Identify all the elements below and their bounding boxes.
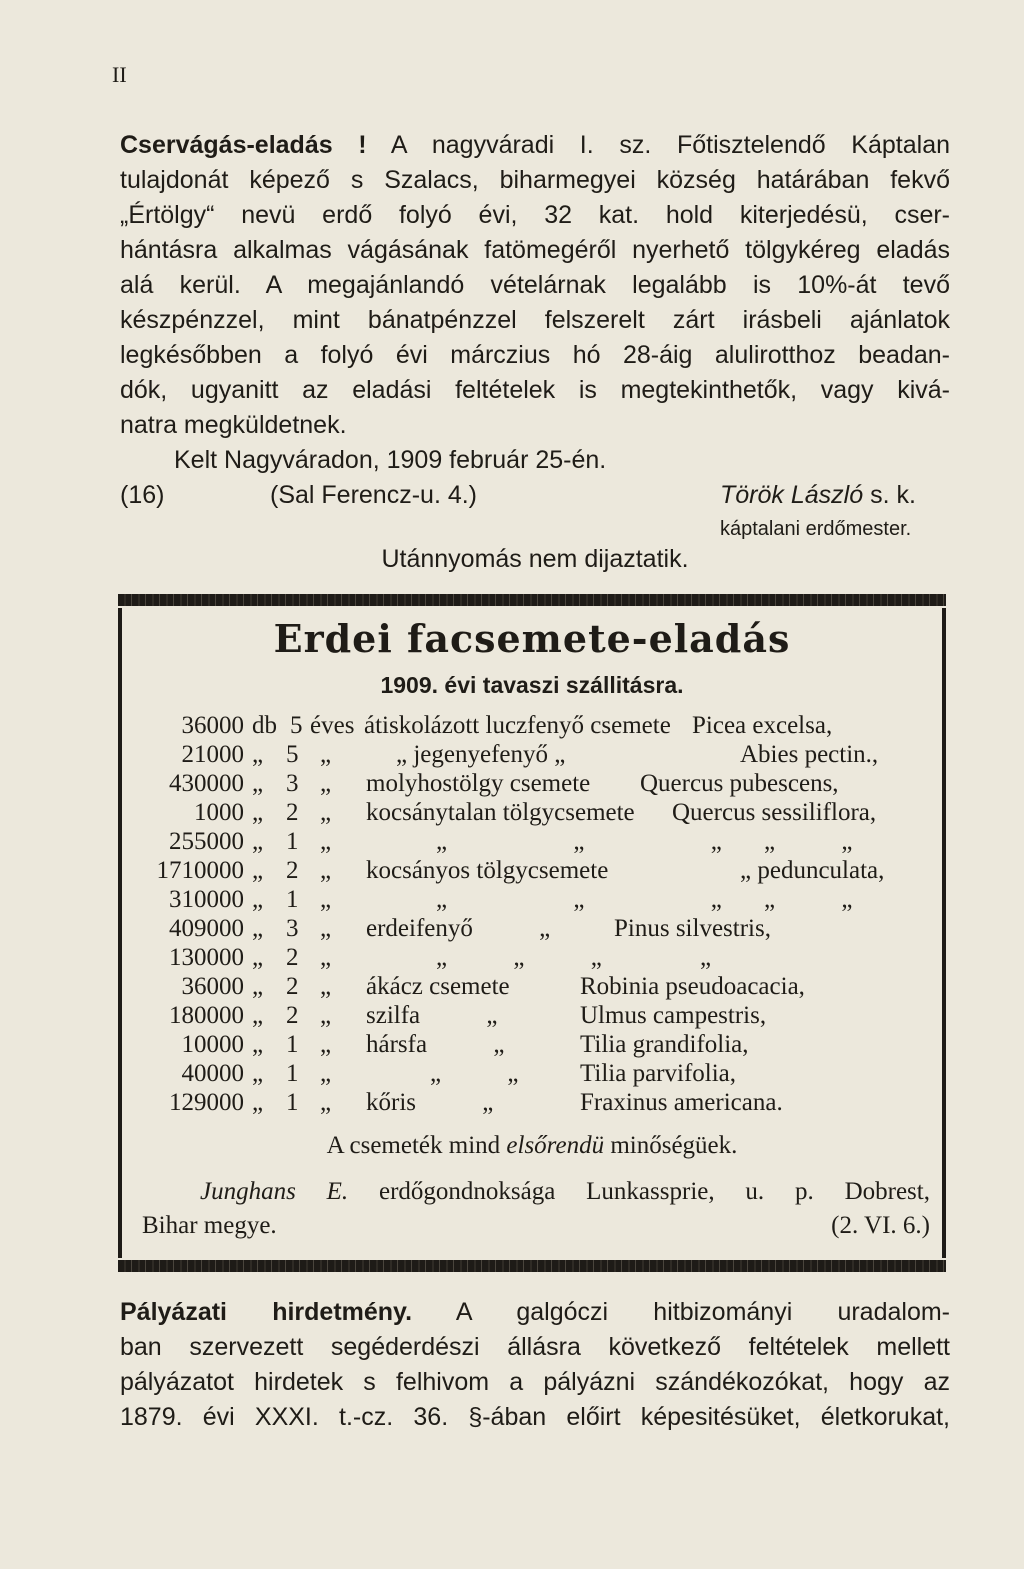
box-county-line (142, 1212, 930, 1240)
ad1-title-row (120, 512, 950, 542)
list-item: 36000 db 5 éves átiskolázott luczfenyő csemete Picea excelsa, (181, 712, 833, 739)
list-item: 130000 „ 2 „ „ „ „ „ (169, 944, 712, 971)
list-item: 1000 „ 2 „ kocsánytalan tölgycsemete Quercus sessiliflora, (194, 799, 877, 826)
box-left-border (118, 608, 122, 1258)
ad2-line-2: ban szervezett segéderdészi állásra következő feltételek mellett (120, 1333, 950, 1361)
list-item: 1710000 „ 2 „ kocsányos tölgycsemete „ pedunculata, (156, 857, 885, 884)
ad1-line-3: „Értölgy“ nevü erdő folyó évi, 32 kat. hold kiterjedésü, cser- (120, 201, 950, 229)
list-item: 36000 „ 2 „ ákácz csemete Robinia pseudoacacia, (181, 973, 805, 1000)
ad1-line-1: Cservágás-eladás ! A nagyváradi I. sz. Főtisztelendő Káptalan (120, 131, 951, 159)
seedling-list (140, 712, 940, 1118)
ad2-line-3: pályázatot hirdetek s felhivom a pályázni szándékozókat, hogy az (120, 1368, 950, 1396)
ad1-footer-row (120, 478, 950, 512)
list-item: 40000 „ 1 „ „ „ Tilia parvifolia, (181, 1060, 737, 1087)
ad2-heading: Pályázati hirdetmény. (120, 1298, 413, 1326)
list-item: 409000 „ 3 „ erdeifenyő „ Pinus silvestris, (169, 915, 771, 942)
box-top-rule (118, 594, 946, 606)
box-signer-name: Junghans E. (200, 1178, 349, 1205)
ad1-line-5: alá kerül. A megajánlandó vételárnak legalább is 10%-át tevő (120, 271, 950, 299)
advertisement-cservagas (120, 128, 950, 577)
ad1-line-6: készpénzzel, mint bánatpénzzel felszerelt zárt irásbeli ajánlatok (120, 306, 950, 334)
ad1-line-7: legkésőbben a folyó évi márczius hó 28-áig alulirotthoz beadan- (120, 341, 950, 369)
box-bottom-rule (118, 1260, 946, 1272)
ad1-line-9: natra megküldetnek. (120, 411, 347, 439)
ad1-notice: Utánnyomás nem dijaztatik. (381, 545, 689, 573)
page-number: II (112, 62, 127, 87)
list-item: 21000 „ 5 „ „ jegenyefenyő „ Abies pectin., (181, 741, 879, 768)
ad1-signer: Török László (720, 481, 864, 509)
list-item: 430000 „ 3 „ molyhostölgy csemete Quercus pubescens, (169, 770, 839, 797)
box-subtitle: 1909. évi tavaszi szállitásra. (380, 672, 684, 698)
list-item: 180000 „ 2 „ szilfa „ Ulmus campestris, (169, 1002, 767, 1029)
list-item: 255000 „ 1 „ „ „ „ „ „ (169, 828, 853, 855)
advertisement-box-facsemete (118, 594, 946, 1272)
ad1-signature: Török László s. k. (720, 481, 916, 509)
ad1-ref: (16) (120, 481, 165, 509)
ad1-line-2: tulajdonát képező s Szalacs, biharmegyei község határában fekvő (120, 166, 950, 194)
box-right-border (942, 608, 946, 1258)
box-ref: (2. VI. 6.) (831, 1212, 930, 1239)
ad1-line-4: hántásra alkalmas vágásának fatömegéről nyerhető tölgykéreg eladás (120, 236, 950, 264)
ad1-signer-title: káptalani erdőmester. (720, 518, 912, 540)
ad1-heading: Cservágás-eladás ! (120, 131, 367, 159)
list-item: 10000 „ 1 „ hársfa „ Tilia grandifolia, (181, 1031, 749, 1058)
ad2-line-4: 1879. évi XXXI. t.-cz. 36. §-ában előirt képesitésüket, életkorukat, (120, 1403, 950, 1431)
ad1-address: (Sal Ferencz-u. 4.) (270, 481, 478, 509)
box-title: Erdei facsemete-eladás (273, 616, 791, 661)
ad1-line-8: dók, ugyanitt az eladási feltételek is megtekinthetők, vagy kivá- (120, 376, 950, 404)
box-quality-emphasis: elsőrendü (506, 1132, 605, 1159)
list-item: 129000 „ 1 „ kőris „ Fraxinus americana. (169, 1089, 783, 1116)
box-county: Bihar megye. (142, 1212, 277, 1239)
box-quality-note: A csemeték mind elsőrendü minőségüek. (326, 1132, 738, 1159)
ad2-line-1: Pályázati hirdetmény. A galgóczi hitbizományi uradalom- (120, 1298, 950, 1326)
advertisement-palyazat (120, 1295, 950, 1435)
list-item: 310000 „ 1 „ „ „ „ „ „ (169, 886, 853, 913)
ad1-date-line: Kelt Nagyváradon, 1909 február 25-én. (174, 446, 607, 474)
box-signature-line: Junghans E. erdőgondnoksága Lunkassprie, u. p. Dobrest, (200, 1178, 930, 1205)
